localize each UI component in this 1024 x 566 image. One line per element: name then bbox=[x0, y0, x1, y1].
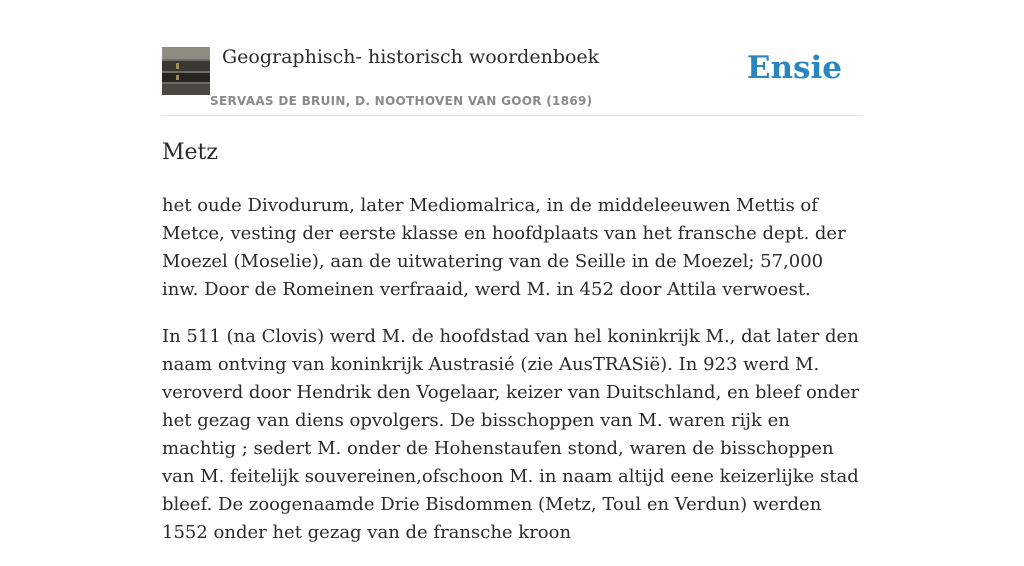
entry-title: Metz bbox=[162, 140, 218, 165]
book-header bbox=[162, 40, 862, 116]
book-authors: SERVAAS DE BRUIN, D. NOOTHOVEN VAN GOOR (1869) bbox=[210, 94, 593, 108]
book-title[interactable]: Geographisch- historisch woordenboek bbox=[222, 46, 600, 68]
entry-paragraph: In 511 (na Clovis) werd M. de hoofdstad van hel koninkrijk M., dat later den naam ontving van koninkrijk Austrasié (zie AusTRASië). In 923 werd M. veroverd door Hendrik den Vogelaar, keizer van Duitschland, en bleef onder het gezag van diens opvolgers. De bisschoppen van M. waren rijk en machtig ; sedert M. onder de Hohenstaufen stond, waren de bisschoppen van M. feitelijk souvereinen,ofschoon M. in naam altijd eene keizerlijke stad bleef. De zoogenaamde Drie Bisdommen (Metz, Toul en Verdun) werden 1552 onder het gezag van de fransche kroon bbox=[162, 326, 860, 543]
entry-body bbox=[162, 192, 862, 566]
brand-logo[interactable]: Ensie bbox=[746, 50, 842, 86]
book-cover-icon[interactable] bbox=[162, 47, 210, 95]
entry-paragraph: het oude Divodurum, later Mediomalrica, in de middeleeuwen Mettis of Metce, vesting der eerste klasse en hoofdplaats van het fransche dept. der Moezel (Moselie), aan de uitwatering van de Seille in de Moezel; 57,000 inw. Door de Romeinen verfraaid, werd M. in 452 door Attila verwoest. bbox=[162, 195, 846, 300]
